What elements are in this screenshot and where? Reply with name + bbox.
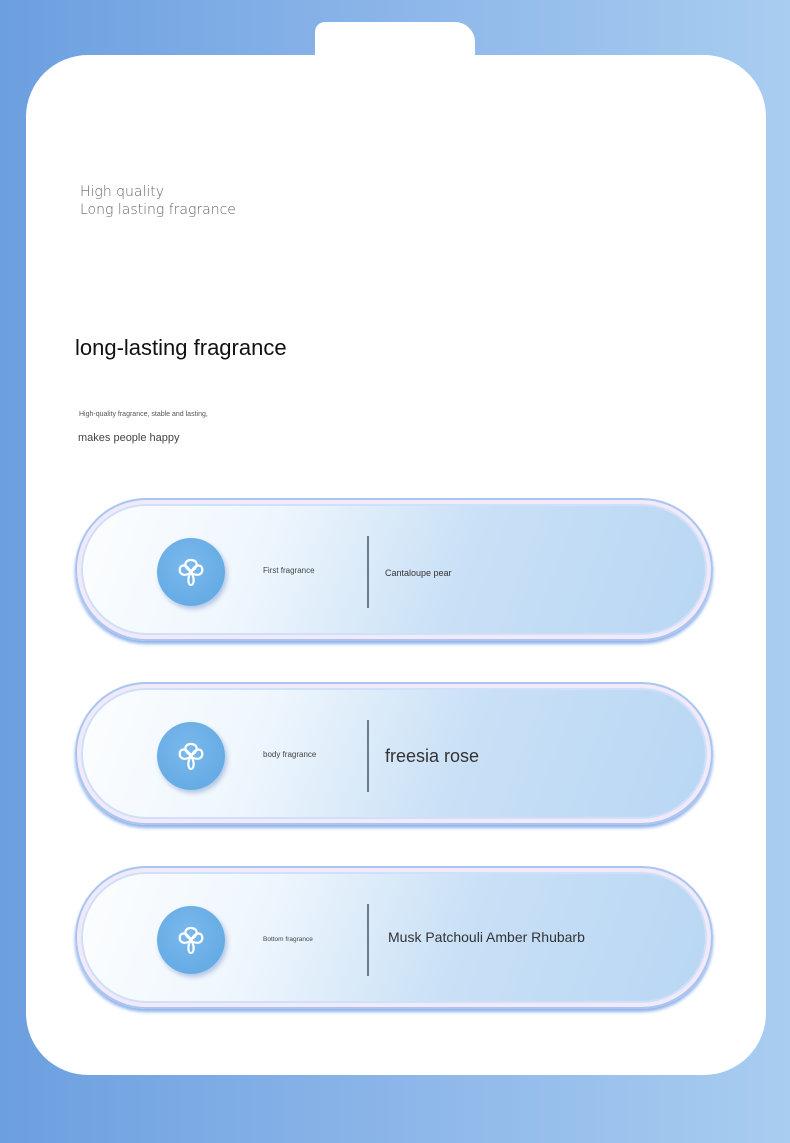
divider: [367, 720, 369, 792]
subtitle-line-1: High-quality fragrance, stable and lasting,: [79, 411, 208, 418]
note-card-base: [75, 866, 713, 1009]
flower-icon: [157, 538, 225, 606]
flower-icon: [157, 906, 225, 974]
note-label: Bottom fragrance: [263, 936, 313, 943]
note-label: body fragrance: [263, 750, 317, 759]
note-value: Musk Patchouli Amber Rhubarb: [388, 929, 585, 945]
subtitle-line-2: makes people happy: [78, 432, 180, 444]
divider: [367, 536, 369, 608]
note-card-middle: [75, 682, 713, 825]
intro-line-1: High quality: [80, 184, 165, 200]
page-heading: long-lasting fragrance: [75, 335, 287, 360]
intro-line-2: Long lasting fragrance: [80, 202, 236, 218]
note-label: First fragrance: [263, 566, 315, 575]
note-value: freesia rose: [385, 746, 480, 766]
flower-icon: [157, 722, 225, 790]
intro-text: [80, 183, 236, 219]
note-card-top: [75, 498, 713, 641]
note-value: Cantaloupe pear: [385, 568, 452, 578]
divider: [367, 904, 369, 976]
